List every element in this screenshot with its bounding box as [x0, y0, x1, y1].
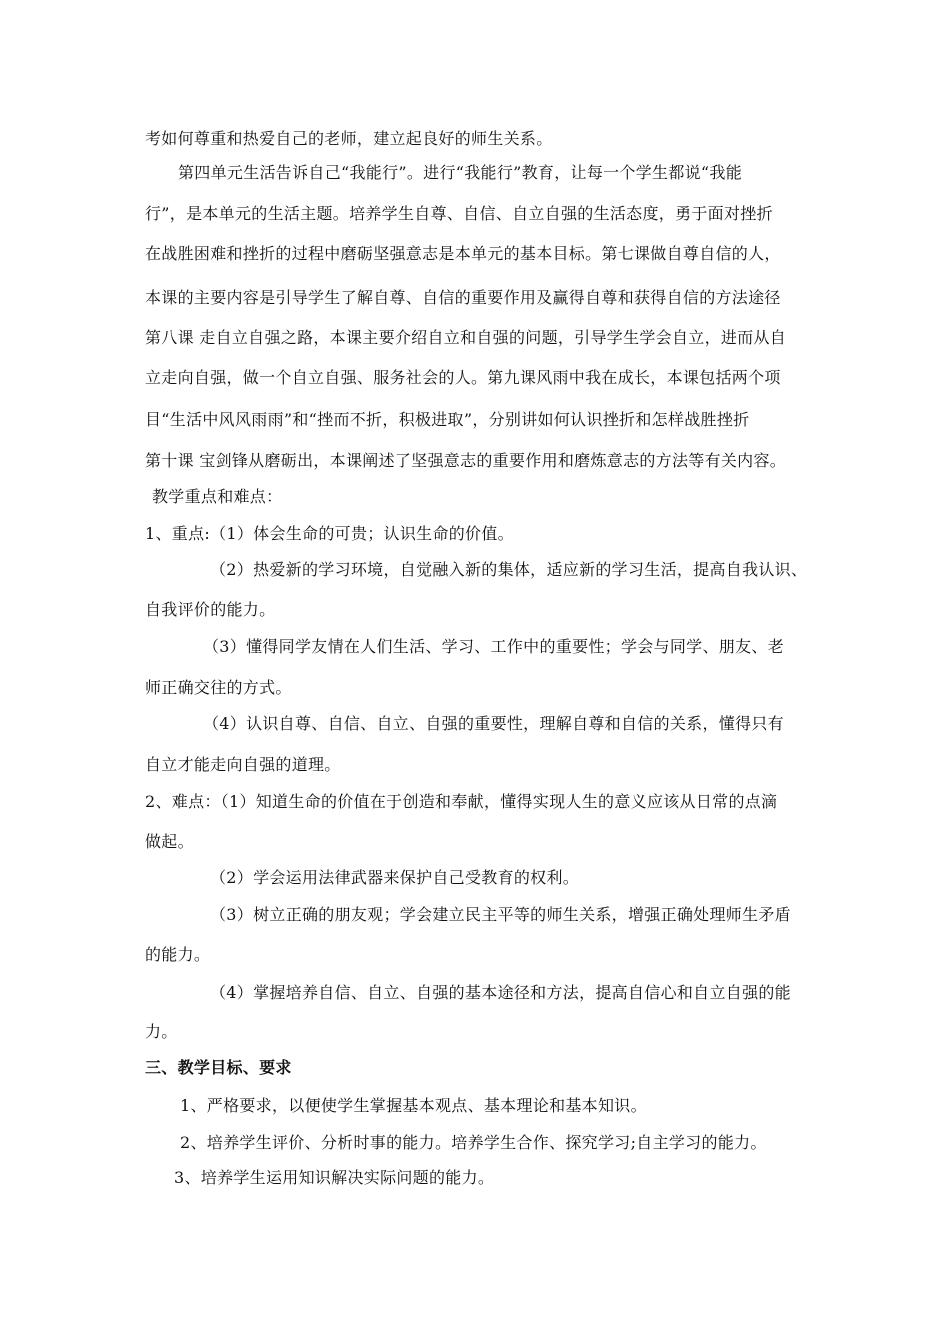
text-line: 师正确交往的方式。	[145, 678, 292, 697]
section-heading: 三、教学目标、要求	[145, 1058, 292, 1077]
text-line: 目“生活中风风雨雨”和“挫而不折，积极进取”，分别讲如何认识挫折和怎样战胜挫折	[145, 410, 750, 429]
text-line: （4）掌握培养自信、自立、自强的基本途径和方法，提高自信心和自立自强的能	[210, 983, 791, 1002]
text-line: （2）热爱新的学习环境，自觉融入新的集体，适应新的学习生活，提高自我认识、	[210, 560, 808, 579]
section-heading: 教学重点和难点：	[152, 487, 283, 506]
list-item: 1、严格要求，以便使学生掌握基本观点、基本理论和基本知识。	[180, 1096, 647, 1115]
text-line: 力。	[145, 1022, 178, 1041]
text-line: 本课的主要内容是引导学生了解自尊、自信的重要作用及赢得自尊和获得自信的方法途径	[145, 288, 781, 307]
text-line: 在战胜困难和挫折的过程中磨砺坚强意志是本单元的基本目标。第七课做自尊自信的人，	[145, 244, 781, 263]
text-line: （3）树立正确的朋友观；学会建立民主平等的师生关系，增强正确处理师生矛盾	[210, 905, 791, 924]
text-line: 做起。	[145, 832, 194, 851]
text-line: 自立才能走向自强的道理。	[145, 755, 341, 774]
text-line: （4）认识自尊、自信、自立、自强的重要性，理解自尊和自信的关系，懂得只有	[203, 714, 784, 733]
text-line: 1、重点:（1）体会生命的可贵；认识生命的价值。	[145, 524, 514, 543]
text-line: 2、难点：（1）知道生命的价值在于创造和奉献，懂得实现人生的意义应该从日常的点滴	[145, 792, 778, 811]
text-line: 考如何尊重和热爱自己的老师，建立起良好的师生关系。	[145, 129, 553, 148]
text-line: （2）学会运用法律武器来保护自己受教育的权利。	[210, 868, 580, 887]
list-item: 2、培养学生评价、分析时事的能力。培养学生合作、探究学习;自主学习的能力。	[180, 1133, 767, 1152]
text-line: 第十课 宝剑锋从磨砺出，本课阐述了坚强意志的重要作用和磨炼意志的方法等有关内容。	[145, 451, 787, 470]
text-line: 的能力。	[145, 945, 211, 964]
text-line: 第四单元生活告诉自己“我能行”。进行“我能行”教育，让每一个学生都说“我能	[178, 163, 742, 182]
text-line: 立走向自强，做一个自立自强、服务社会的人。第九课风雨中我在成长，本课包括两个项	[145, 368, 781, 387]
text-line: 行”，是本单元的生活主题。培养学生自尊、自信、自立自强的生活态度，勇于面对挫折	[145, 204, 773, 223]
text-line: （3）懂得同学友情在人们生活、学习、工作中的重要性；学会与同学、朋友、老	[203, 637, 784, 656]
text-line: 第八课 走自立自强之路，本课主要介绍自立和自强的问题，引导学生学会自立，进而从自	[145, 328, 787, 347]
text-line: 自我评价的能力。	[145, 600, 276, 619]
list-item: 3、培养学生运用知识解决实际问题的能力。	[174, 1168, 495, 1187]
